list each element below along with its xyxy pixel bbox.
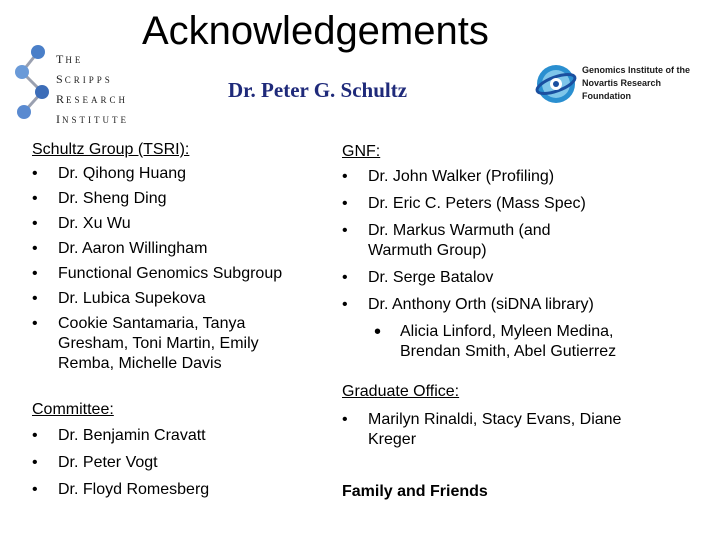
graduate-office-list xyxy=(342,410,632,450)
list-item: • Dr. Serge Batalov xyxy=(342,268,632,288)
gnf-logo-line: Foundation xyxy=(582,91,631,101)
family-and-friends: Family and Friends xyxy=(342,483,488,500)
gnf-sublist xyxy=(370,322,670,362)
scripps-word-4: INSTITUTE xyxy=(56,112,129,126)
globe-logo-icon xyxy=(534,62,578,106)
list-item: • Dr. Anthony Orth (siDNA library) xyxy=(342,295,632,315)
schultz-group-list xyxy=(32,164,322,379)
list-item: • Dr. Lubica Supekova xyxy=(32,289,322,309)
list-item: • Dr. Benjamin Cravatt xyxy=(32,426,292,446)
schultz-group-header: Schultz Group (TSRI): xyxy=(32,141,190,158)
scripps-logo xyxy=(8,42,128,128)
gnf-logo-line: Genomics Institute of the xyxy=(582,65,691,75)
gnf-header: GNF: xyxy=(342,143,381,160)
list-item: • Dr. Floyd Romesberg xyxy=(32,480,292,500)
list-item: • Dr. Xu Wu xyxy=(32,214,322,234)
committee-header: Committee: xyxy=(32,401,114,418)
committee-list xyxy=(32,426,292,500)
list-item: • Dr. Sheng Ding xyxy=(32,189,322,209)
list-item: • Cookie Santamaria, Tanya Gresham, Toni Martin, Emily Remba, Michelle Davis xyxy=(32,314,294,374)
list-item: • Dr. John Walker (Profiling) xyxy=(342,167,632,187)
list-item: • Dr. Peter Vogt xyxy=(32,453,292,473)
gnf-logo-line: Novartis Research xyxy=(582,78,662,88)
scripps-word-2: SCRIPPS xyxy=(56,72,113,86)
list-item: • Dr. Eric C. Peters (Mass Spec) xyxy=(342,194,632,214)
slide-subtitle: Dr. Peter G. Schultz xyxy=(228,78,408,102)
scripps-word-3: RESEARCH xyxy=(56,92,129,106)
list-item: • Dr. Aaron Willingham xyxy=(32,239,322,259)
list-item: • Functional Genomics Subgroup xyxy=(32,264,322,284)
list-item: • Dr. Markus Warmuth (and Warmuth Group) xyxy=(342,221,598,261)
gnf-list xyxy=(342,167,632,317)
list-item: • Alicia Linford, Myleen Medina, Brendan Smith, Abel Gutierrez xyxy=(370,322,660,362)
list-item: • Marilyn Rinaldi, Stacy Evans, Diane Kreger xyxy=(342,410,628,450)
gnf-logo-text xyxy=(582,64,690,103)
graduate-office-header: Graduate Office: xyxy=(342,383,460,400)
scripps-word-1: THE xyxy=(56,52,84,66)
molecule-logo-icon xyxy=(8,42,54,128)
list-item: • Dr. Qihong Huang xyxy=(32,164,322,184)
gnf-logo xyxy=(534,60,724,112)
slide-title: Acknowledgements xyxy=(142,9,489,53)
